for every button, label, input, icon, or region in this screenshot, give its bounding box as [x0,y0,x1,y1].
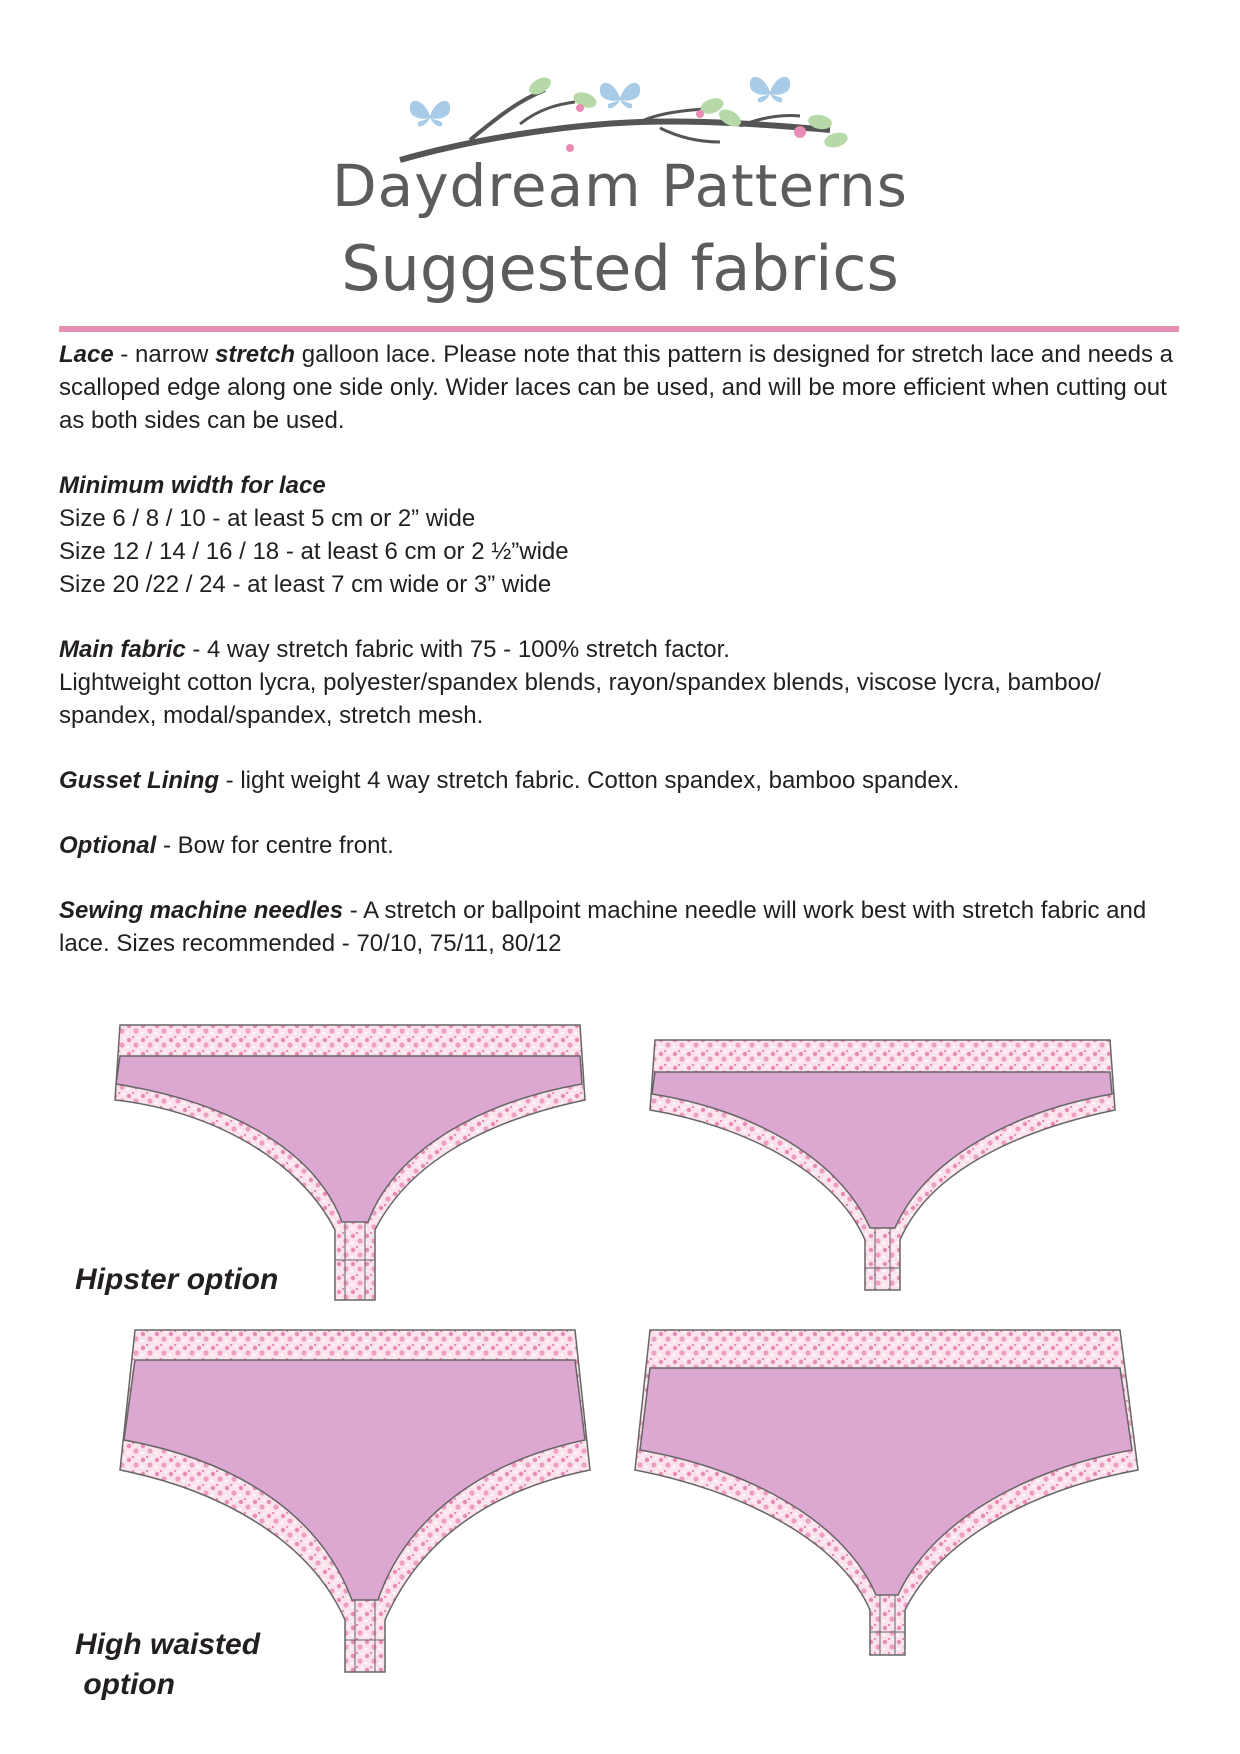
min-width-heading: Minimum width for lace [59,472,326,499]
needles-label: Sewing machine needles [59,897,344,924]
min-width-line: Size 20 /22 / 24 - at least 7 cm wide or 3” wide [59,571,552,598]
needles-paragraph: Sewing machine needles - A stretch or ballpoint machine needle will work best with stretch fabric and lace. Sizes recommended - 70/10, 75/11, 80/12 [59,897,1147,957]
gusset-paragraph: Gusset Lining - light weight 4 way stretch fabric. Cotton spandex, bamboo spandex. [59,767,960,794]
caption-hipster: Hipster option [75,1263,279,1296]
stretch-emphasis: stretch [215,341,296,368]
optional-label: Optional [59,832,157,859]
main-fabric-paragraph: Main fabric - 4 way stretch fabric with 75 - 100% stretch factor. Lightweight cotton lycra, polyester/spandex blends, rayon/spandex blends, viscose lycra, bamboo/ spandex, modal/spandex, stretch mesh. [59,636,1101,729]
optional-paragraph: Optional - Bow for centre front. [59,832,394,859]
lace-label: Lace [59,341,114,368]
caption-high-waisted: High waisted option [75,1628,261,1701]
gusset-label: Gusset Lining [59,767,220,794]
lace-paragraph: Lace - narrow stretch galloon lace. Please note that this pattern is designed for stretch lace and needs a scalloped edge along one side only. Wider laces can be used, and will be more efficient when cutting out as both sides can be used. [59,341,1173,434]
brand-name: Daydream Patterns [332,152,908,220]
hipster-front-illustration [115,1025,585,1300]
min-width-line: Size 12 / 14 / 16 / 18 - at least 6 cm or 2 ½”wide [59,538,569,565]
hipster-back-illustration [650,1040,1115,1290]
high-waisted-front-illustration [120,1330,590,1672]
min-width-line: Size 6 / 8 / 10 - at least 5 cm or 2” wide [59,505,476,532]
high-waisted-back-illustration [635,1330,1138,1655]
page-title: Suggested fabrics [341,232,899,305]
main-fabric-label: Main fabric [59,636,186,663]
